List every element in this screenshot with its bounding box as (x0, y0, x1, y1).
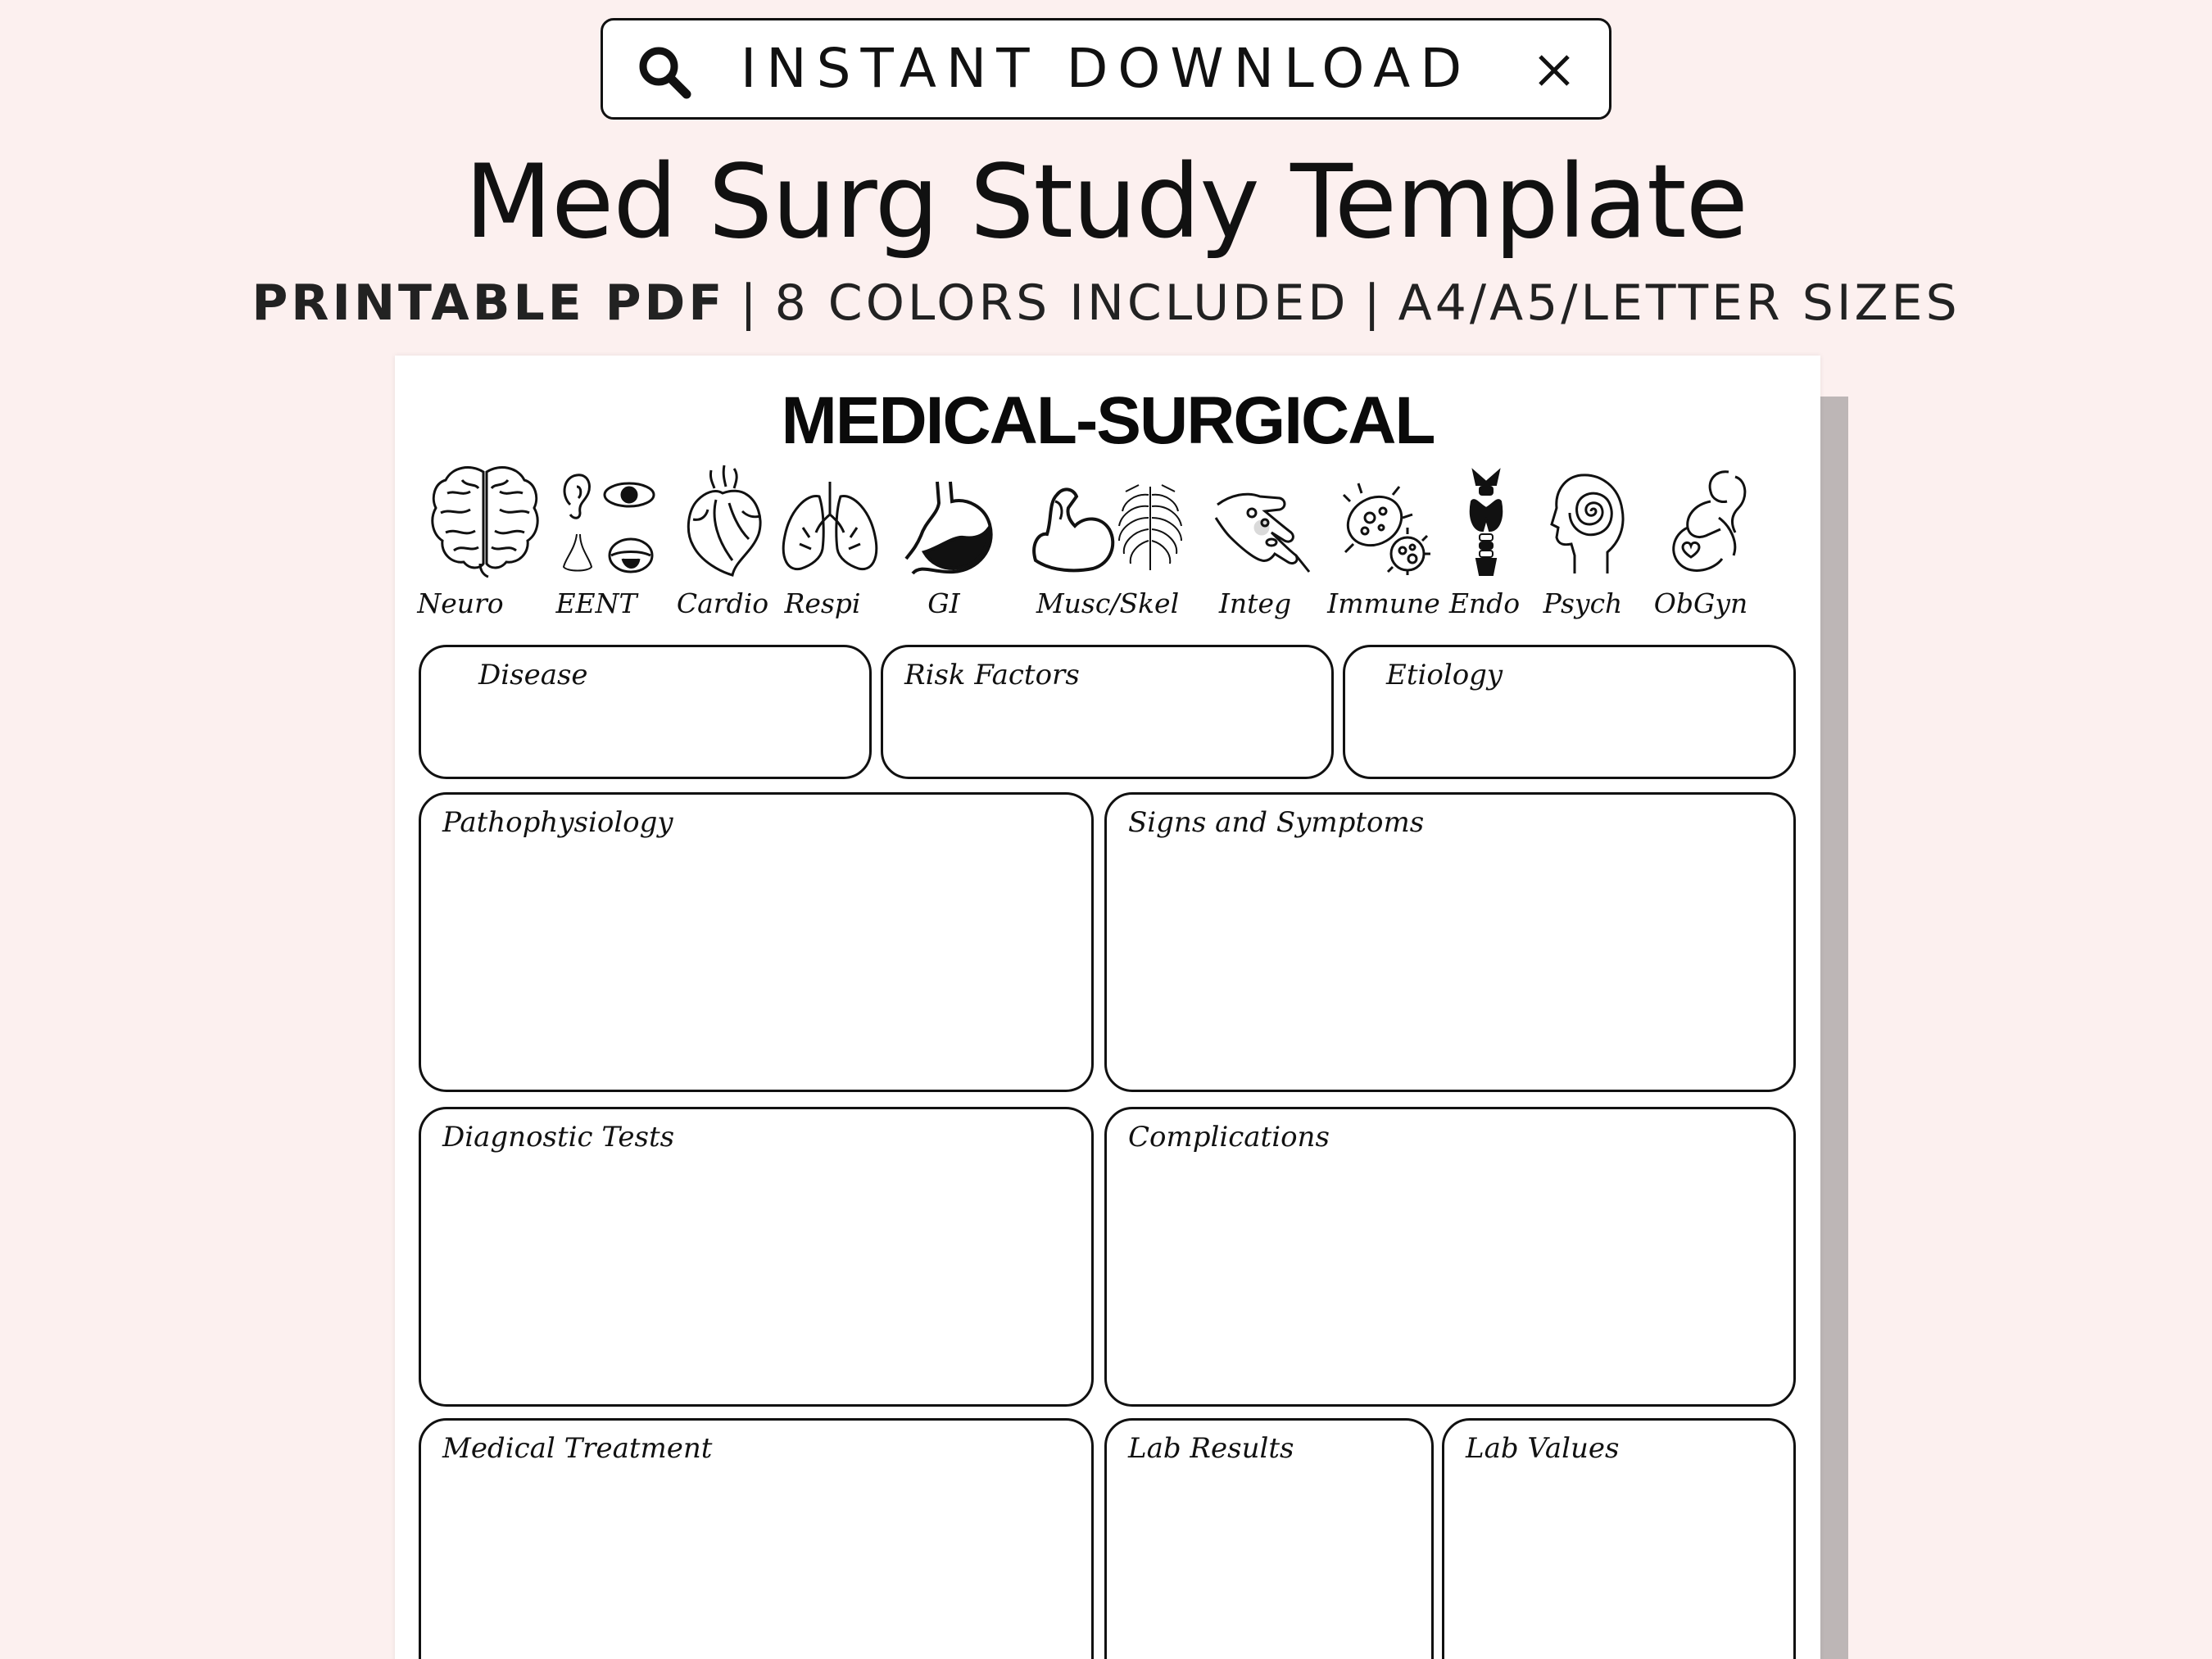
page-title: Med Surg Study Template (465, 143, 1747, 261)
category-label-cardio: Cardio (676, 587, 769, 619)
document-title: MEDICAL-SURGICAL (781, 383, 1435, 458)
subtitle-separator: | (740, 274, 760, 332)
pregnant-woman-icon (1665, 469, 1753, 577)
brain-icon (429, 462, 541, 577)
lab-values-label: Lab Values (1466, 1432, 1620, 1465)
stomach-icon (904, 478, 999, 577)
complications-label: Complications (1128, 1121, 1330, 1154)
category-label-integ: Integ (1218, 587, 1292, 619)
medical-treatment-label: Medical Treatment (442, 1432, 713, 1465)
template-page (395, 356, 1820, 1659)
lungs-icon (778, 478, 882, 575)
thyroid-icon (1465, 469, 1507, 577)
etiology-box[interactable] (1343, 645, 1796, 779)
diagnostic-tests-box[interactable] (419, 1107, 1094, 1407)
disease-label: Disease (478, 659, 588, 691)
subtitle-part-1: PRINTABLE PDF (252, 274, 726, 332)
etiology-label: Etiology (1386, 659, 1503, 691)
risk-factors-box[interactable] (881, 645, 1334, 779)
search-bar (601, 18, 1611, 120)
search-icon (634, 42, 695, 102)
lab-values-box[interactable] (1442, 1418, 1796, 1659)
subtitle-part-3: A4/A5/LETTER SIZES (1398, 274, 1960, 332)
diagnostic-tests-label: Diagnostic Tests (442, 1121, 675, 1154)
heart-icon (682, 462, 765, 577)
subtitle-separator: | (1363, 274, 1384, 332)
category-label-psych: Psych (1543, 587, 1623, 619)
close-icon (1535, 52, 1573, 89)
hand-skin-icon (1214, 480, 1311, 577)
category-label-eent: EENT (555, 587, 637, 619)
category-label-respi: Respi (784, 587, 861, 619)
disease-box[interactable] (419, 645, 872, 779)
category-label-musc-skel: Musc/Skel (1036, 587, 1180, 619)
risk-factors-label: Risk Factors (904, 659, 1080, 691)
category-label-neuro: Neuro (417, 587, 504, 619)
subtitle-part-2: 8 COLORS INCLUDED (774, 274, 1349, 332)
lab-results-label: Lab Results (1128, 1432, 1294, 1465)
medical-treatment-box[interactable] (419, 1418, 1094, 1659)
complications-box[interactable] (1104, 1107, 1796, 1407)
ear-eye-nose-mouth-icon (555, 470, 660, 577)
subtitle (0, 270, 2212, 336)
pathophysiology-box[interactable] (419, 792, 1094, 1092)
pathophysiology-label: Pathophysiology (442, 806, 673, 839)
signs-symptoms-label: Signs and Symptoms (1128, 806, 1425, 839)
germ-icon (1337, 477, 1432, 577)
head-spiral-icon (1550, 470, 1625, 577)
category-label-gi: GI (927, 587, 960, 619)
lab-results-box[interactable] (1104, 1418, 1434, 1659)
category-label-endo: Endo (1448, 587, 1521, 619)
search-text: INSTANT DOWNLOAD (740, 37, 1472, 100)
signs-symptoms-box[interactable] (1104, 792, 1796, 1092)
category-label-obgyn: ObGyn (1653, 587, 1748, 619)
muscle-ribcage-icon (1027, 478, 1191, 577)
category-label-immune: Immune (1327, 587, 1440, 619)
